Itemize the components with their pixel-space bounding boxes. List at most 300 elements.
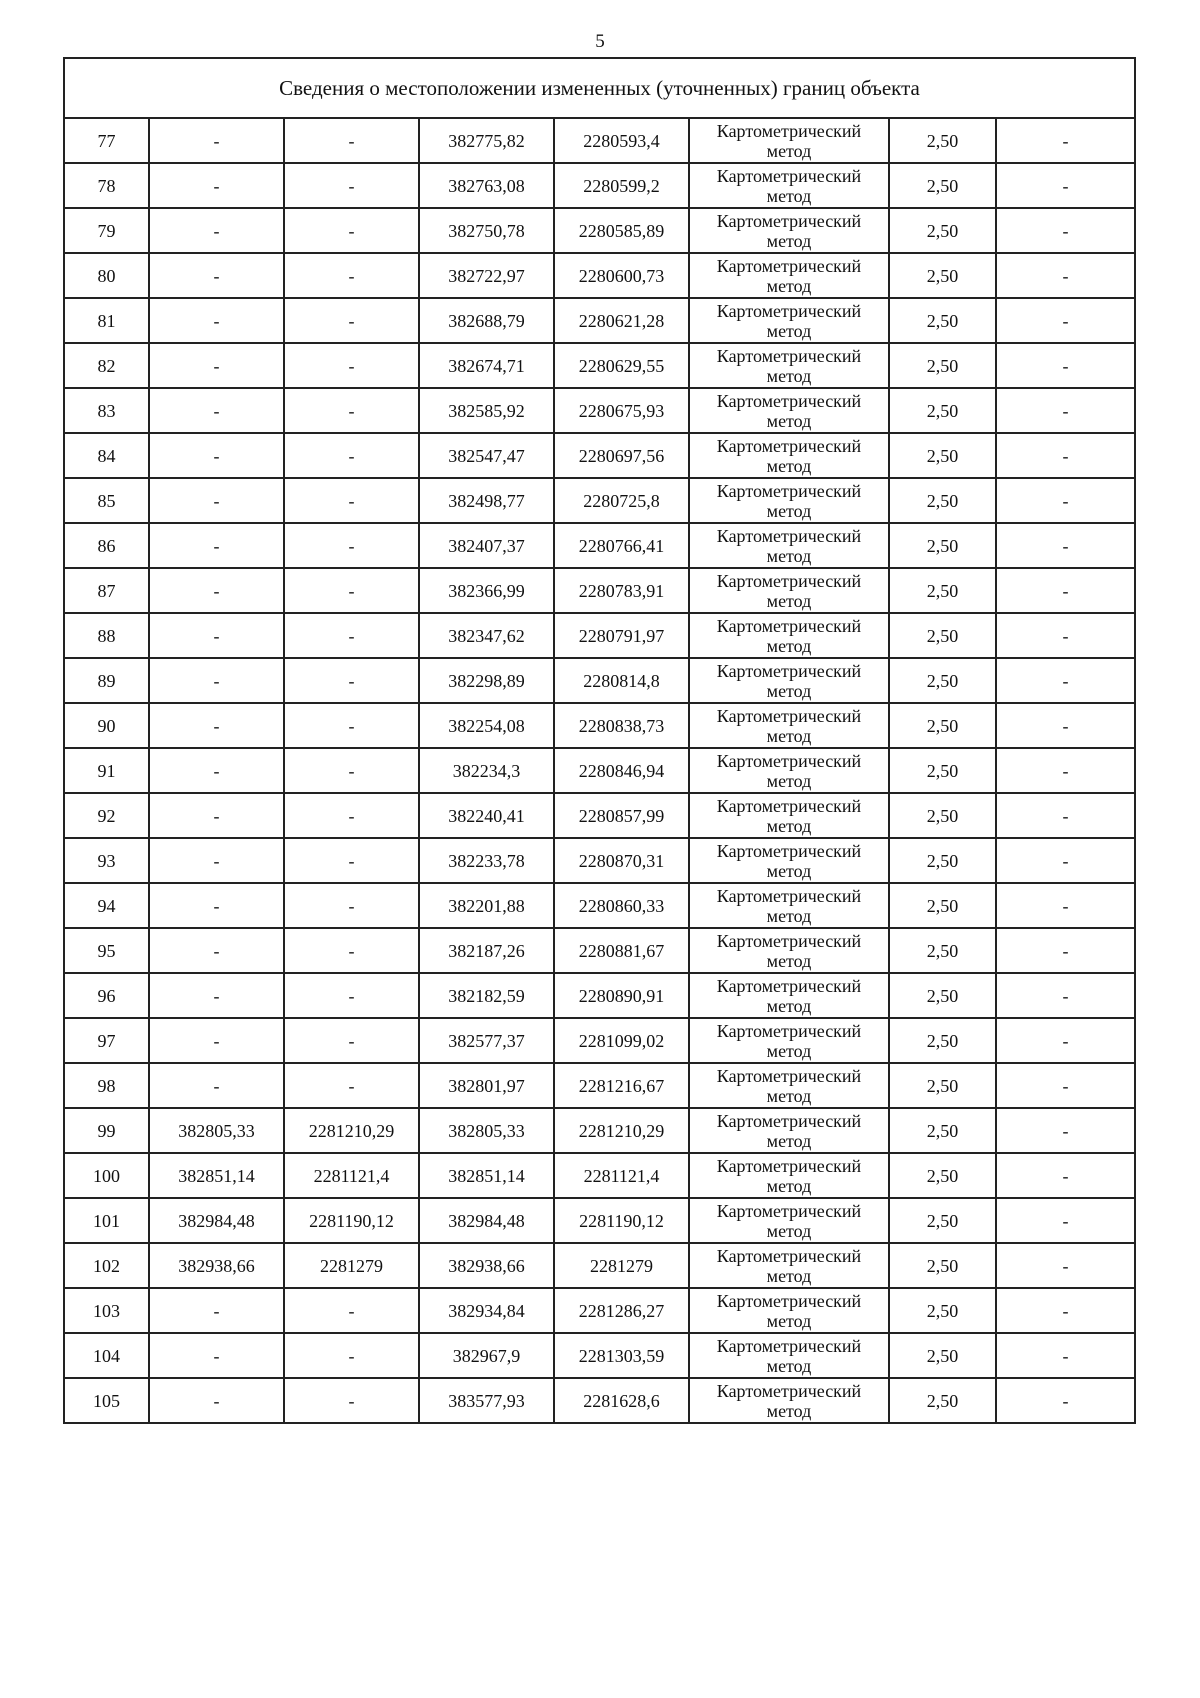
cell-new-y: 2280860,33: [554, 883, 689, 928]
cell-new-y: 2280675,93: [554, 388, 689, 433]
table-row: [64, 883, 1135, 928]
method-line1: Картометрический: [716, 615, 862, 636]
cell-accuracy: 2,50: [889, 1018, 996, 1063]
cell-point-number: 89: [64, 658, 149, 703]
table-row: [64, 343, 1135, 388]
method-line2: метод: [766, 860, 812, 881]
cell-point-number: 101: [64, 1198, 149, 1243]
cell-new-y: 2281216,67: [554, 1063, 689, 1108]
cell-new-y: 2280766,41: [554, 523, 689, 568]
cell-method: [689, 388, 889, 433]
cell-accuracy: 2,50: [889, 658, 996, 703]
cell-old-y: -: [284, 883, 419, 928]
cell-old-y: 2281279: [284, 1243, 419, 1288]
method-line2: метод: [766, 770, 812, 791]
table-row: [64, 568, 1135, 613]
cell-new-y: 2281628,6: [554, 1378, 689, 1423]
cell-description: -: [996, 1243, 1135, 1288]
cell-point-number: 99: [64, 1108, 149, 1153]
cell-method: [689, 298, 889, 343]
cell-method: [689, 1063, 889, 1108]
cell-method: [689, 118, 889, 163]
cell-old-x: -: [149, 433, 284, 478]
table-row: [64, 298, 1135, 343]
table-row: [64, 973, 1135, 1018]
cell-method: [689, 1108, 889, 1153]
method-line2: метод: [766, 1040, 812, 1061]
table-row: [64, 1243, 1135, 1288]
method-line2: метод: [766, 545, 812, 566]
cell-old-x: 382851,14: [149, 1153, 284, 1198]
cell-point-number: 87: [64, 568, 149, 613]
method-line2: метод: [766, 905, 812, 926]
method-line2: метод: [766, 1130, 812, 1151]
cell-old-y: -: [284, 973, 419, 1018]
cell-old-y: -: [284, 928, 419, 973]
table-row: [64, 1063, 1135, 1108]
cell-new-y: 2280629,55: [554, 343, 689, 388]
method-line2: метод: [766, 1355, 812, 1376]
cell-old-y: -: [284, 1063, 419, 1108]
cell-point-number: 86: [64, 523, 149, 568]
cell-accuracy: 2,50: [889, 163, 996, 208]
cell-description: -: [996, 838, 1135, 883]
cell-description: -: [996, 703, 1135, 748]
table-row: [64, 1108, 1135, 1153]
cell-description: -: [996, 478, 1135, 523]
table-row: [64, 748, 1135, 793]
table-row: [64, 388, 1135, 433]
cell-old-y: -: [284, 298, 419, 343]
cell-method: [689, 253, 889, 298]
method-line1: Картометрический: [716, 1380, 862, 1401]
method-line2: метод: [766, 1085, 812, 1106]
cell-old-x: 382938,66: [149, 1243, 284, 1288]
method-line1: Картометрический: [716, 1020, 862, 1041]
method-line1: Картометрический: [716, 120, 862, 141]
cell-point-number: 102: [64, 1243, 149, 1288]
cell-accuracy: 2,50: [889, 118, 996, 163]
table-row: [64, 703, 1135, 748]
cell-accuracy: 2,50: [889, 883, 996, 928]
cell-point-number: 83: [64, 388, 149, 433]
method-line1: Картометрический: [716, 1155, 862, 1176]
cell-old-x: -: [149, 793, 284, 838]
cell-old-y: 2281210,29: [284, 1108, 419, 1153]
cell-method: [689, 883, 889, 928]
cell-method: [689, 1288, 889, 1333]
method-line2: метод: [766, 275, 812, 296]
cell-new-x: 382750,78: [419, 208, 554, 253]
cell-new-y: 2280814,8: [554, 658, 689, 703]
cell-old-y: -: [284, 658, 419, 703]
cell-new-x: 382233,78: [419, 838, 554, 883]
cell-new-x: 382298,89: [419, 658, 554, 703]
cell-point-number: 81: [64, 298, 149, 343]
cell-new-x: 382547,47: [419, 433, 554, 478]
cell-old-x: -: [149, 163, 284, 208]
cell-old-x: -: [149, 118, 284, 163]
cell-old-y: -: [284, 433, 419, 478]
cell-point-number: 92: [64, 793, 149, 838]
method-line2: метод: [766, 500, 812, 521]
cell-new-x: 382201,88: [419, 883, 554, 928]
cell-new-y: 2280725,8: [554, 478, 689, 523]
method-line1: Картометрический: [716, 1290, 862, 1311]
cell-old-x: -: [149, 253, 284, 298]
cell-method: [689, 838, 889, 883]
method-line2: метод: [766, 1220, 812, 1241]
cell-new-x: 382763,08: [419, 163, 554, 208]
cell-point-number: 93: [64, 838, 149, 883]
cell-new-x: 382347,62: [419, 613, 554, 658]
cell-old-y: -: [284, 388, 419, 433]
method-line1: Картометрический: [716, 1335, 862, 1356]
method-line1: Картометрический: [716, 1110, 862, 1131]
method-line1: Картометрический: [716, 750, 862, 771]
cell-description: -: [996, 748, 1135, 793]
cell-point-number: 98: [64, 1063, 149, 1108]
cell-new-y: 2280791,97: [554, 613, 689, 658]
cell-description: -: [996, 928, 1135, 973]
cell-new-x: 382851,14: [419, 1153, 554, 1198]
method-line2: метод: [766, 185, 812, 206]
table-row: [64, 928, 1135, 973]
cell-old-x: -: [149, 523, 284, 568]
cell-old-x: -: [149, 568, 284, 613]
table-row: [64, 1198, 1135, 1243]
cell-accuracy: 2,50: [889, 1063, 996, 1108]
cell-accuracy: 2,50: [889, 478, 996, 523]
cell-point-number: 82: [64, 343, 149, 388]
cell-accuracy: 2,50: [889, 433, 996, 478]
cell-new-y: 2281303,59: [554, 1333, 689, 1378]
cell-method: [689, 748, 889, 793]
cell-old-x: -: [149, 1288, 284, 1333]
cell-old-y: -: [284, 793, 419, 838]
cell-new-x: 382805,33: [419, 1108, 554, 1153]
cell-point-number: 100: [64, 1153, 149, 1198]
cell-old-y: 2281121,4: [284, 1153, 419, 1198]
cell-accuracy: 2,50: [889, 1288, 996, 1333]
cell-method: [689, 1243, 889, 1288]
cell-accuracy: 2,50: [889, 1108, 996, 1153]
cell-new-x: 382938,66: [419, 1243, 554, 1288]
cell-accuracy: 2,50: [889, 838, 996, 883]
cell-description: -: [996, 1378, 1135, 1423]
cell-new-y: 2280857,99: [554, 793, 689, 838]
cell-new-x: 382234,3: [419, 748, 554, 793]
cell-old-x: -: [149, 1063, 284, 1108]
method-line2: метод: [766, 1265, 812, 1286]
cell-description: -: [996, 883, 1135, 928]
cell-new-y: 2280697,56: [554, 433, 689, 478]
method-line1: Картометрический: [716, 705, 862, 726]
table-row: [64, 1333, 1135, 1378]
cell-point-number: 91: [64, 748, 149, 793]
cell-method: [689, 1153, 889, 1198]
cell-new-y: 2281279: [554, 1243, 689, 1288]
cell-description: -: [996, 793, 1135, 838]
cell-accuracy: 2,50: [889, 523, 996, 568]
cell-old-y: 2281190,12: [284, 1198, 419, 1243]
cell-old-y: -: [284, 253, 419, 298]
method-line1: Картометрический: [716, 885, 862, 906]
cell-point-number: 94: [64, 883, 149, 928]
cell-new-y: 2280838,73: [554, 703, 689, 748]
cell-old-x: -: [149, 1018, 284, 1063]
method-line2: метод: [766, 320, 812, 341]
method-line1: Картометрический: [716, 1200, 862, 1221]
cell-description: -: [996, 298, 1135, 343]
cell-accuracy: 2,50: [889, 1378, 996, 1423]
cell-new-y: 2280890,91: [554, 973, 689, 1018]
cell-old-x: -: [149, 658, 284, 703]
table-title: Сведения о местоположении измененных (уточненных) границ объекта: [64, 58, 1135, 118]
cell-old-x: -: [149, 1333, 284, 1378]
cell-description: -: [996, 208, 1135, 253]
cell-new-y: 2280783,91: [554, 568, 689, 613]
cell-new-y: 2280585,89: [554, 208, 689, 253]
cell-new-x: 382182,59: [419, 973, 554, 1018]
method-line2: метод: [766, 590, 812, 611]
method-line1: Картометрический: [716, 300, 862, 321]
method-line1: Картометрический: [716, 840, 862, 861]
cell-method: [689, 1018, 889, 1063]
table-row: [64, 1018, 1135, 1063]
cell-description: -: [996, 1288, 1135, 1333]
cell-new-x: 383577,93: [419, 1378, 554, 1423]
cell-description: -: [996, 523, 1135, 568]
method-line2: метод: [766, 950, 812, 971]
cell-new-y: 2280593,4: [554, 118, 689, 163]
method-line2: метод: [766, 455, 812, 476]
table-row: [64, 1378, 1135, 1423]
cell-point-number: 78: [64, 163, 149, 208]
method-line2: метод: [766, 365, 812, 386]
method-line1: Картометрический: [716, 525, 862, 546]
table-row: [64, 523, 1135, 568]
table-row: [64, 163, 1135, 208]
cell-old-x: -: [149, 208, 284, 253]
cell-new-y: 2280881,67: [554, 928, 689, 973]
method-line1: Картометрический: [716, 480, 862, 501]
cell-old-y: -: [284, 163, 419, 208]
method-line2: метод: [766, 140, 812, 161]
boundary-coordinates-table: [63, 57, 1136, 1424]
method-line1: Картометрический: [716, 1245, 862, 1266]
cell-accuracy: 2,50: [889, 1243, 996, 1288]
method-line1: Картометрический: [716, 795, 862, 816]
cell-old-y: -: [284, 208, 419, 253]
cell-old-x: 382805,33: [149, 1108, 284, 1153]
cell-old-x: -: [149, 973, 284, 1018]
cell-old-y: -: [284, 523, 419, 568]
cell-method: [689, 703, 889, 748]
cell-new-y: 2281210,29: [554, 1108, 689, 1153]
cell-method: [689, 568, 889, 613]
cell-point-number: 103: [64, 1288, 149, 1333]
cell-description: -: [996, 388, 1135, 433]
cell-new-x: 382967,9: [419, 1333, 554, 1378]
cell-old-x: -: [149, 883, 284, 928]
cell-point-number: 97: [64, 1018, 149, 1063]
cell-point-number: 79: [64, 208, 149, 253]
method-line1: Картометрический: [716, 435, 862, 456]
method-line1: Картометрический: [716, 345, 862, 366]
cell-accuracy: 2,50: [889, 613, 996, 658]
cell-new-y: 2280599,2: [554, 163, 689, 208]
table-row: [64, 658, 1135, 703]
table-header-row: [64, 58, 1135, 118]
cell-accuracy: 2,50: [889, 793, 996, 838]
cell-old-y: -: [284, 118, 419, 163]
cell-point-number: 96: [64, 973, 149, 1018]
method-line2: метод: [766, 635, 812, 656]
method-line2: метод: [766, 725, 812, 746]
cell-old-y: -: [284, 1333, 419, 1378]
cell-point-number: 85: [64, 478, 149, 523]
cell-old-y: -: [284, 343, 419, 388]
cell-point-number: 95: [64, 928, 149, 973]
page-number: 5: [595, 31, 605, 52]
cell-method: [689, 478, 889, 523]
method-line1: Картометрический: [716, 165, 862, 186]
cell-method: [689, 1378, 889, 1423]
table-row: [64, 478, 1135, 523]
cell-method: [689, 1198, 889, 1243]
cell-accuracy: 2,50: [889, 568, 996, 613]
cell-method: [689, 793, 889, 838]
cell-old-y: -: [284, 613, 419, 658]
cell-accuracy: 2,50: [889, 748, 996, 793]
cell-description: -: [996, 1108, 1135, 1153]
method-line1: Картометрический: [716, 210, 862, 231]
cell-new-x: 382934,84: [419, 1288, 554, 1333]
cell-point-number: 84: [64, 433, 149, 478]
cell-new-y: 2281190,12: [554, 1198, 689, 1243]
table-row: [64, 253, 1135, 298]
table-row: [64, 613, 1135, 658]
cell-method: [689, 928, 889, 973]
method-line2: метод: [766, 1400, 812, 1421]
cell-accuracy: 2,50: [889, 1153, 996, 1198]
cell-accuracy: 2,50: [889, 343, 996, 388]
cell-accuracy: 2,50: [889, 1333, 996, 1378]
cell-old-x: -: [149, 1378, 284, 1423]
method-line2: метод: [766, 1175, 812, 1196]
cell-new-x: 382254,08: [419, 703, 554, 748]
cell-accuracy: 2,50: [889, 703, 996, 748]
cell-description: -: [996, 658, 1135, 703]
cell-point-number: 90: [64, 703, 149, 748]
cell-point-number: 77: [64, 118, 149, 163]
table-row: [64, 433, 1135, 478]
cell-old-y: -: [284, 1378, 419, 1423]
cell-old-y: -: [284, 1288, 419, 1333]
cell-old-y: -: [284, 568, 419, 613]
cell-new-x: 382366,99: [419, 568, 554, 613]
cell-accuracy: 2,50: [889, 208, 996, 253]
cell-description: -: [996, 118, 1135, 163]
method-line2: метод: [766, 1310, 812, 1331]
cell-new-x: 382187,26: [419, 928, 554, 973]
cell-method: [689, 433, 889, 478]
cell-method: [689, 1333, 889, 1378]
cell-old-x: 382984,48: [149, 1198, 284, 1243]
cell-old-x: -: [149, 478, 284, 523]
cell-new-x: 382775,82: [419, 118, 554, 163]
cell-old-x: -: [149, 298, 284, 343]
cell-new-y: 2280621,28: [554, 298, 689, 343]
cell-old-y: -: [284, 838, 419, 883]
cell-new-x: 382577,37: [419, 1018, 554, 1063]
cell-description: -: [996, 1153, 1135, 1198]
cell-old-x: -: [149, 838, 284, 883]
method-line2: метод: [766, 230, 812, 251]
method-line1: Картометрический: [716, 930, 862, 951]
cell-accuracy: 2,50: [889, 388, 996, 433]
cell-description: -: [996, 253, 1135, 298]
method-line1: Картометрический: [716, 570, 862, 591]
cell-new-y: 2280600,73: [554, 253, 689, 298]
cell-new-x: 382498,77: [419, 478, 554, 523]
table-row: [64, 1153, 1135, 1198]
cell-new-y: 2281099,02: [554, 1018, 689, 1063]
method-line2: метод: [766, 815, 812, 836]
table-row: [64, 118, 1135, 163]
cell-description: -: [996, 568, 1135, 613]
cell-description: -: [996, 1018, 1135, 1063]
method-line2: метод: [766, 410, 812, 431]
cell-old-x: -: [149, 928, 284, 973]
cell-description: -: [996, 163, 1135, 208]
cell-new-x: 382722,97: [419, 253, 554, 298]
cell-new-x: 382585,92: [419, 388, 554, 433]
cell-point-number: 80: [64, 253, 149, 298]
method-line1: Картометрический: [716, 975, 862, 996]
cell-old-x: -: [149, 613, 284, 658]
cell-new-x: 382240,41: [419, 793, 554, 838]
cell-point-number: 88: [64, 613, 149, 658]
cell-method: [689, 343, 889, 388]
cell-description: -: [996, 613, 1135, 658]
cell-description: -: [996, 973, 1135, 1018]
method-line1: Картометрический: [716, 255, 862, 276]
cell-new-y: 2281286,27: [554, 1288, 689, 1333]
cell-accuracy: 2,50: [889, 928, 996, 973]
table-row: [64, 208, 1135, 253]
cell-method: [689, 163, 889, 208]
cell-description: -: [996, 1333, 1135, 1378]
table-row: [64, 838, 1135, 883]
cell-old-y: -: [284, 703, 419, 748]
method-line1: Картометрический: [716, 390, 862, 411]
cell-accuracy: 2,50: [889, 1198, 996, 1243]
table-row: [64, 1288, 1135, 1333]
cell-new-x: 382407,37: [419, 523, 554, 568]
cell-new-x: 382801,97: [419, 1063, 554, 1108]
cell-method: [689, 523, 889, 568]
method-line2: метод: [766, 680, 812, 701]
cell-old-x: -: [149, 343, 284, 388]
cell-old-x: -: [149, 388, 284, 433]
method-line1: Картометрический: [716, 1065, 862, 1086]
method-line1: Картометрический: [716, 660, 862, 681]
cell-new-x: 382984,48: [419, 1198, 554, 1243]
cell-description: -: [996, 433, 1135, 478]
cell-description: -: [996, 1198, 1135, 1243]
